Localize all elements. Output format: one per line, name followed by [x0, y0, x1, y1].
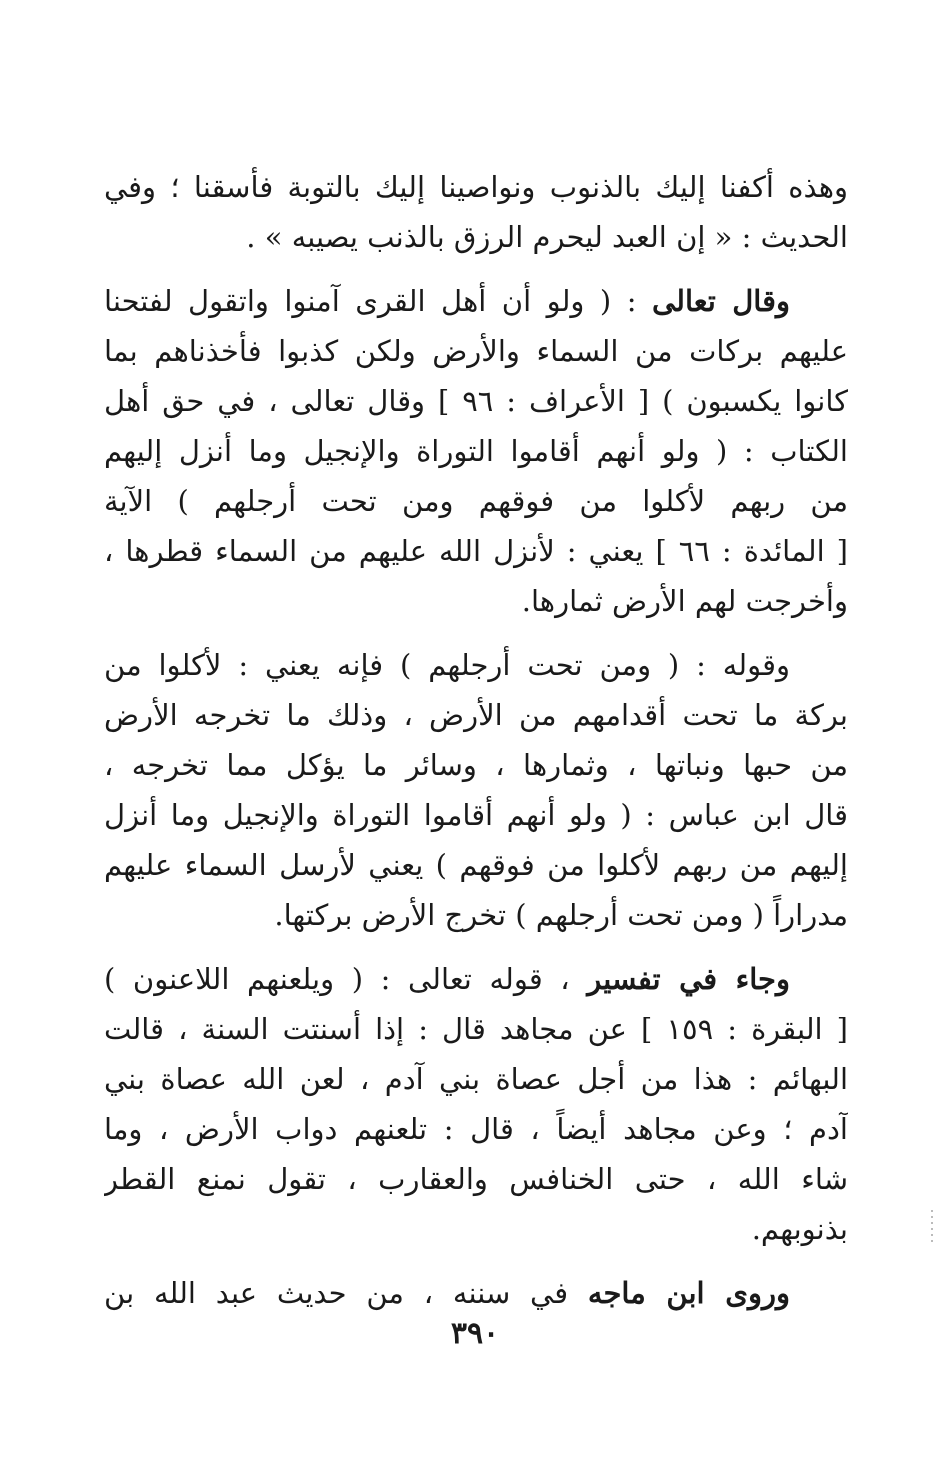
text-line: وقوله : ( ومن تحت أرجلهم ) فإنه يعني : لأكلوا من	[104, 648, 790, 682]
text-line: [ المائدة : ٦٦ ] يعني : لأنزل الله عليهم من السماء قطرها ،	[104, 534, 848, 568]
paragraph-ibn-majah	[104, 1268, 848, 1318]
text-line: بركة ما تحت أقدامهم من الأرض ، وذلك ما تخرجه الأرض	[104, 698, 848, 732]
bold-lead: وقال تعالى	[651, 284, 790, 318]
text-line: وهذه أكفنا إليك بالذنوب ونواصينا إليك بالتوبة فأسقنا ؛ وفي	[104, 170, 848, 204]
bold-lead: وروى ابن ماجه	[587, 1276, 790, 1310]
text-line: إليهم من ربهم لأكلوا من فوقهم ) يعني لأرسل السماء عليهم	[104, 848, 848, 882]
paragraph-hadith	[104, 162, 848, 262]
scan-edge-mark	[931, 1210, 933, 1244]
text-line: عليهم بركات من السماء والأرض ولكن كذبوا فأخذناهم بما	[104, 334, 848, 368]
page-number: ٣٩٠	[450, 1316, 500, 1351]
text-line: شاء الله ، حتى الخنافس والعقارب ، تقول نمنع القطر	[104, 1162, 848, 1196]
paragraph-quran-araf	[104, 276, 848, 626]
text-line: بذنوبهم.	[751, 1212, 848, 1246]
paragraph-tafsir-baqarah	[104, 954, 848, 1254]
text-line: وجاء في تفسير ، قوله تعالى : ( ويلعنهم اللاعنون )	[104, 962, 790, 996]
text-line: كانوا يكسبون ) [ الأعراف : ٩٦ ] وقال تعالى ، في حق أهل	[104, 384, 848, 418]
text-line: الكتاب : ( ولو أنهم أقاموا التوراة والإنجيل وما أنزل إليهم	[104, 434, 848, 468]
text-line: البهائم : هذا من أجل عصاة بني آدم ، لعن الله عصاة بني	[104, 1062, 848, 1096]
text-line: وقال تعالى : ( ولو أن أهل القرى آمنوا واتقول لفتحنا	[104, 284, 790, 318]
text-line: الحديث : « إن العبد ليحرم الرزق بالذنب يصيبه » .	[246, 220, 848, 254]
text-line: مدراراً ( ومن تحت أرجلهم ) تخرج الأرض بركتها.	[274, 898, 848, 932]
text-line: وأخرجت لهم الأرض ثمارها.	[521, 584, 848, 618]
text-line: [ البقرة : ١٥٩ ] عن مجاهد قال : إذا أسنتت السنة ، قالت	[104, 1012, 848, 1046]
text-line: قال ابن عباس : ( ولو أنهم أقاموا التوراة والإنجيل وما أنزل	[104, 798, 848, 832]
paragraph-tafsir-maidah	[104, 640, 848, 940]
bold-lead: وجاء في تفسير	[587, 962, 790, 996]
page-body	[104, 162, 848, 1332]
text-line: وروى ابن ماجه في سننه ، من حديث عبد الله بن	[104, 1276, 790, 1310]
text-line: من ربهم لأكلوا من فوقهم ومن تحت أرجلهم ) الآية	[104, 484, 848, 518]
text-line: من حبها ونباتها ، وثمارها ، وسائر ما يؤكل مما تخرجه ،	[104, 748, 848, 782]
text-line: آدم ؛ وعن مجاهد أيضاً ، قال : تلعنهم دواب الأرض ، وما	[104, 1112, 848, 1146]
